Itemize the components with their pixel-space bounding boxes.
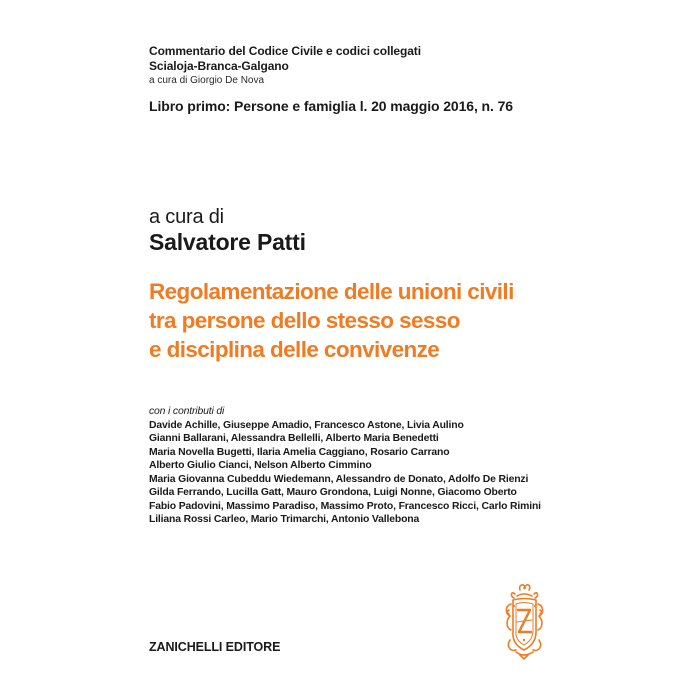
zanichelli-emblem-icon <box>498 580 551 661</box>
publisher-name: ZANICHELLI EDITORE <box>149 640 281 654</box>
series-editor: a cura di Giorgio De Nova <box>149 75 265 86</box>
series-block <box>149 44 421 88</box>
series-title: Commentario del Codice Civile e codici collegati <box>149 44 421 58</box>
curator-name: Salvatore Patti <box>149 229 306 255</box>
book-title <box>149 277 609 364</box>
contributor-line: Liliana Rossi Carleo, Mario Trimarchi, Antonio Vallebona <box>149 514 420 525</box>
volume-title: Libro primo: Persone e famiglia l. 20 maggio 2016, n. 76 <box>149 98 513 114</box>
title-line: e disciplina delle convivenze <box>149 337 440 362</box>
contributors-block <box>149 405 599 527</box>
series-authors: Scialoja-Branca-Galgano <box>149 59 289 73</box>
contributor-line: Davide Achille, Giuseppe Amadio, Francesco Astone, Livia Aulino <box>149 419 464 431</box>
curator-label: a cura di <box>149 206 224 228</box>
title-line: Regolamentazione delle unioni civili <box>149 279 514 304</box>
contributor-line: Maria Giovanna Cubeddu Wiedemann, Alessandro de Donato, Adolfo De Rienzi <box>149 473 529 485</box>
contributor-line: Gianni Ballarani, Alessandra Bellelli, Alberto Maria Benedetti <box>149 433 439 444</box>
title-line: tra persone dello stesso sesso <box>149 308 460 333</box>
contributor-line: Gilda Ferrando, Lucilla Gatt, Mauro Grondona, Luigi Nonne, Giacomo Oberto <box>149 487 517 498</box>
contributor-line: Maria Novella Bugetti, Ilaria Amelia Caggiano, Rosario Carrano <box>149 446 450 458</box>
contributor-line: Fabio Padovini, Massimo Paradiso, Massimo Proto, Francesco Ricci, Carlo Rimini <box>149 500 541 512</box>
contributors-list <box>149 419 599 527</box>
contributors-intro: con i contributi di <box>149 406 225 417</box>
contributor-line: Alberto Giulio Cianci, Nelson Alberto Cimmino <box>149 460 372 471</box>
